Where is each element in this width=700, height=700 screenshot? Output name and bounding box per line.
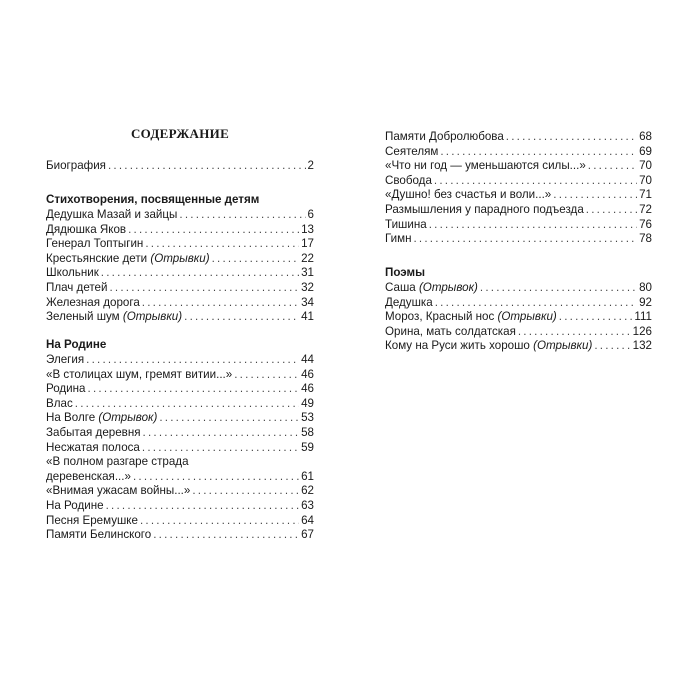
toc-entry-note: (Отрывки) [122, 310, 183, 324]
toc-entry-note: (Отрывок) [418, 281, 478, 294]
toc-entry-note: (Отрывки) [533, 339, 593, 353]
toc-entry-title: Дедушка Мазай и зайцы [46, 208, 178, 221]
toc-entry-page: 78 [639, 232, 652, 246]
toc-entry-page: 70 [639, 173, 652, 187]
dot-leader [108, 159, 306, 174]
dot-leader [184, 310, 299, 325]
toc-entry-title: Дядюшка Яков [46, 222, 127, 236]
toc-entry-title: На Родине [46, 498, 104, 512]
toc-entry [385, 232, 652, 247]
toc-entry [46, 353, 314, 368]
toc-entry-page: 58 [301, 425, 314, 439]
toc-entry-title: Родина [46, 382, 86, 396]
section-children [46, 192, 314, 325]
toc-entry [46, 208, 314, 223]
toc-entry-title: деревенская...» [46, 469, 131, 483]
toc-entry [46, 499, 314, 514]
toc-entry [46, 441, 314, 456]
toc-list [46, 353, 314, 543]
dot-leader [435, 296, 637, 311]
dot-leader [179, 208, 305, 223]
toc-entry-page: 31 [301, 266, 314, 280]
toc-entry-title: Генерал Топтыгин [46, 237, 144, 251]
dot-leader [143, 426, 300, 441]
toc-entry [385, 296, 652, 311]
toc-entry-page: 67 [301, 528, 314, 542]
toc-entry [385, 218, 652, 233]
toc-entry [385, 159, 652, 174]
dot-leader [588, 159, 637, 174]
toc-entry-page: 76 [639, 217, 652, 231]
toc-entry [46, 310, 314, 325]
toc-entry [46, 223, 314, 238]
toc-entry [46, 368, 314, 383]
toc-entry-page: 68 [639, 130, 652, 143]
dot-leader [86, 353, 299, 368]
toc-entry-page: 41 [301, 310, 314, 324]
toc-entry [46, 514, 314, 529]
toc-entry-title: Элегия [46, 353, 85, 366]
toc-entry-title: Размышления у парадного подъезда [385, 202, 584, 216]
dot-leader [101, 266, 299, 281]
dot-leader [518, 325, 631, 340]
dot-leader [88, 382, 300, 397]
toc-entry [46, 426, 314, 441]
toc-entry-title: Зеленый шум (Отрывки) [46, 310, 183, 324]
toc-entry-title: Плач детей [46, 280, 108, 294]
dot-leader [506, 130, 637, 145]
toc-entry-page: 22 [301, 251, 314, 265]
toc-entry [46, 470, 314, 485]
toc-list [46, 208, 314, 325]
section-heading: Поэмы [385, 266, 425, 279]
dot-leader [440, 145, 637, 160]
dot-leader [559, 310, 633, 325]
toc-entry-title: Мороз, Красный нос (Отрывки) [385, 310, 557, 324]
toc-entry-page: 70 [639, 159, 652, 173]
toc-entry-title: Памяти Добролюбова [385, 130, 504, 143]
toc-entry [46, 455, 314, 470]
toc-entry-page: 61 [301, 469, 314, 483]
toc-entry [46, 528, 314, 543]
toc-entry-title: Саша (Отрывок) [385, 281, 478, 294]
toc-entry [46, 159, 314, 174]
dot-leader [480, 281, 637, 296]
toc-list [385, 281, 652, 354]
toc-entry-title: Несжатая полоса [46, 440, 140, 454]
page-title: СОДЕРЖАНИЕ [130, 126, 230, 141]
toc-entry-note: (Отрывок) [98, 411, 158, 425]
toc-entry [46, 382, 314, 397]
toc-entry-page: 59 [301, 440, 314, 454]
dot-leader [140, 514, 299, 529]
toc-entry [385, 188, 652, 203]
dot-leader [594, 339, 630, 354]
toc-entry-title: На Волге (Отрывок) [46, 411, 158, 425]
toc-entry [385, 203, 652, 218]
toc-entry-page: 92 [639, 295, 652, 309]
dot-leader [106, 499, 300, 514]
toc-entry [46, 296, 314, 311]
toc-entry-page: 63 [301, 498, 314, 512]
dot-leader [429, 218, 637, 233]
toc-entry-title: Сеятелям [385, 144, 439, 158]
toc-entry-title: «Душно! без счастья и воли...» [385, 188, 552, 202]
continued-list [385, 130, 652, 247]
toc-entry [385, 310, 652, 325]
toc-entry-page: 34 [301, 295, 314, 309]
toc-entry-title: Песня Еремушке [46, 513, 138, 527]
toc-entry-page: 111 [634, 310, 652, 324]
toc-entry-title: Тишина [385, 217, 427, 231]
toc-entry-title: Свобода [385, 173, 432, 187]
toc-entry [385, 339, 652, 354]
section-homeland [46, 337, 314, 543]
toc-entry [46, 281, 314, 296]
toc-entry [385, 325, 652, 340]
toc-entry-title: «В столицах шум, гремят витии...» [46, 367, 233, 381]
toc-entry-page: 126 [632, 324, 652, 338]
toc-entry-title: Орина, мать солдатская [385, 324, 516, 338]
toc-entry [46, 252, 314, 267]
toc-entry [385, 174, 652, 189]
toc-entry-page: 13 [301, 222, 314, 236]
section-poems [385, 265, 652, 354]
toc-entry-page: 53 [301, 411, 314, 425]
toc-entry [46, 397, 314, 412]
toc-entry-page: 49 [301, 396, 314, 410]
toc-entry-page: 71 [639, 188, 652, 202]
toc-entry [46, 411, 314, 426]
intro-list [46, 159, 314, 174]
dot-leader [586, 203, 637, 218]
toc-entry-page: 64 [301, 513, 314, 527]
toc-entry [46, 237, 314, 252]
toc-entry-note: (Отрывки) [497, 310, 557, 324]
toc-entry-page: 17 [301, 237, 314, 251]
toc-entry-page: 69 [639, 144, 652, 158]
toc-entry [385, 281, 652, 296]
dot-leader [142, 296, 299, 311]
toc-entry-title: Забытая деревня [46, 425, 141, 439]
toc-entry-title: Кому на Руси жить хорошо (Отрывки) [385, 339, 593, 353]
dot-leader [192, 484, 299, 499]
toc-entry [46, 266, 314, 281]
section-heading: На Родине [46, 338, 107, 351]
toc-entry-page: 62 [301, 484, 314, 498]
toc-entry-page: 72 [639, 202, 652, 216]
dot-leader [153, 528, 299, 543]
dot-leader [75, 397, 299, 412]
toc-entry [385, 130, 652, 145]
toc-entry-page: 2 [307, 159, 314, 172]
toc-entry-page: 6 [307, 208, 314, 221]
toc-entry-title: Дедушка [385, 295, 433, 309]
dot-leader [133, 470, 299, 485]
toc-entry [385, 145, 652, 160]
toc-entry-title: Железная дорога [46, 295, 140, 309]
dot-leader [234, 368, 299, 383]
toc-entry [46, 484, 314, 499]
dot-leader [212, 252, 300, 267]
dot-leader [142, 441, 299, 456]
toc-entry-page: 32 [301, 280, 314, 294]
section-heading: Стихотворения, посвященные детям [46, 193, 260, 206]
toc-entry-page: 132 [632, 339, 652, 353]
dot-leader [145, 237, 299, 252]
toc-entry-title: Памяти Белинского [46, 528, 152, 542]
toc-entry-page: 80 [639, 281, 652, 294]
toc-entry-title: Влас [46, 396, 73, 410]
toc-entry-title: Гимн [385, 232, 412, 246]
toc-entry-title: Биография [46, 159, 106, 172]
toc-entry-note: (Отрывки) [150, 251, 210, 265]
toc-entry-page: 46 [301, 382, 314, 396]
dot-leader [109, 281, 299, 296]
toc-entry-title: «Что ни год — уменьшаются силы...» [385, 159, 586, 173]
dot-leader [128, 223, 299, 238]
dot-leader [159, 411, 299, 426]
toc-entry-title: Крестьянские дети (Отрывки) [46, 251, 210, 265]
dot-leader [553, 188, 637, 203]
toc-entry-page: 44 [301, 353, 314, 366]
toc-entry-title: «В полном разгаре страда [46, 455, 189, 469]
dot-leader [413, 232, 637, 247]
dot-leader [434, 174, 637, 189]
toc-entry-title: Школьник [46, 266, 99, 280]
toc-entry-page: 46 [301, 367, 314, 381]
toc-entry-title: «Внимая ужасам войны...» [46, 484, 191, 498]
